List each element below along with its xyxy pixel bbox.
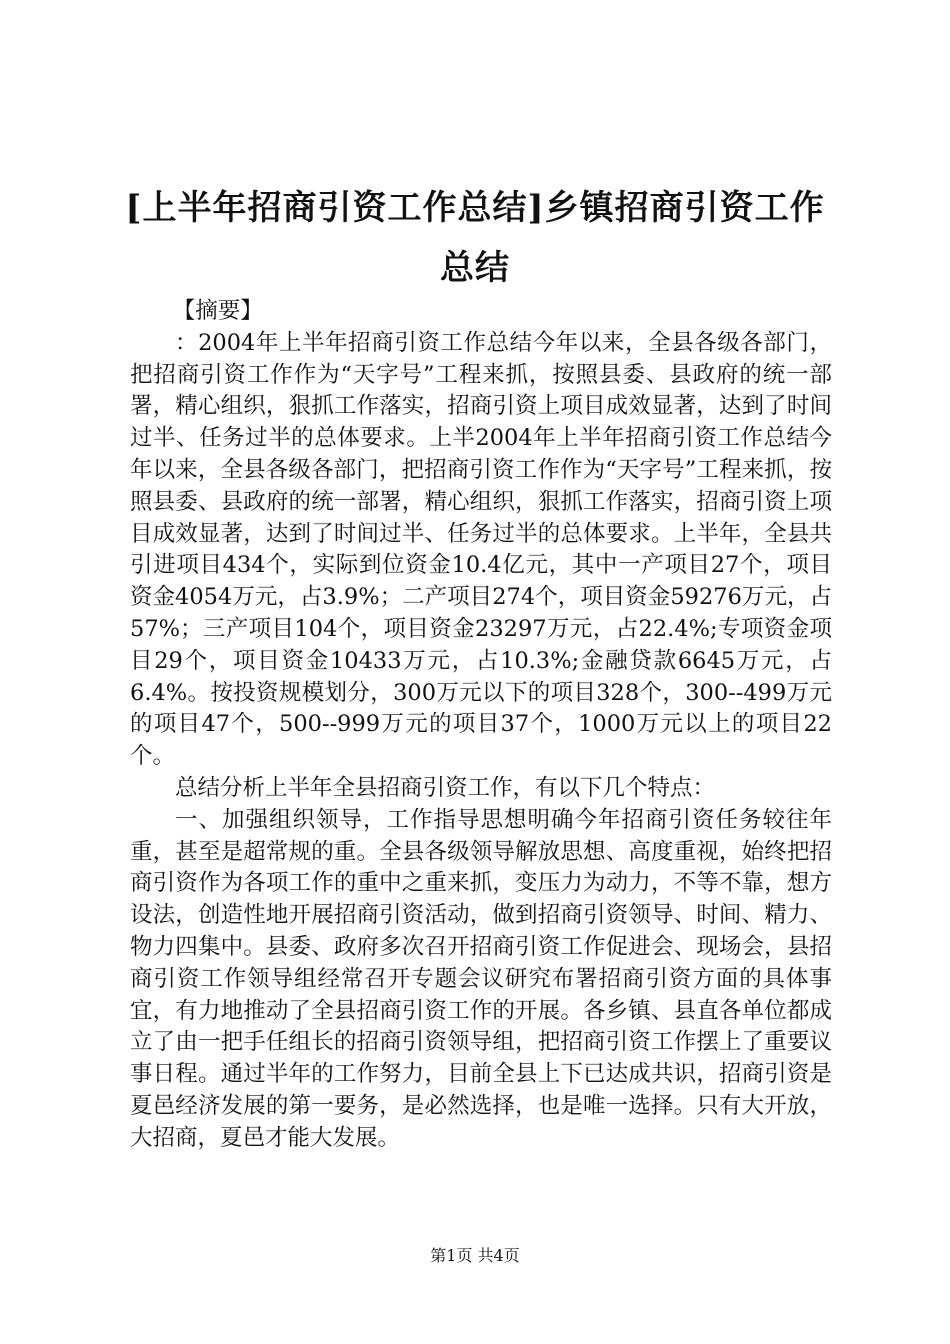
- paragraph-features-intro: 总结分析上半年全县招商引资工作，有以下几个特点：: [175, 774, 716, 801]
- document-title: [上半年招商引资工作总结]乡镇招商引资工作总结: [125, 188, 825, 288]
- document-body: [130, 296, 832, 1155]
- page-footer: 第1页 共4页: [430, 1246, 520, 1265]
- paragraph-summary: ：2004年上半年招商引资工作总结今年以来，全县各级各部门，把招商引资工作作为“天字号”工程来抓，按照县委、县政府的统一部署，精心组织，狠抓工作落实，招商引资上项目成效显著，达到了时间过半、任务过半的总体要求。上半2004年上半年招商引资工作总结今年以来，全县各级各部门，把招商引资工作作为“天字号”工程来抓，按照县委、县政府的统一部署，精心组织，狠抓工作落实，招商引资上项目成效显著，达到了时间过半、任务过半的总体要求。上半年，全县共引进项目434个，实际到位资金10.4亿元，其中一产项目27个，项目资金4054万元，占3.9%；二产项目274个，项目资金59276万元，占57%；三产项目104个，项目资金23297万元，占22.4%;专项资金项目29个，项目资金10433万元，占10.3%;金融贷款6645万元，占6.4%。按投资规模划分，300万元以下的项目328个，300--499万元的项目47个，500--999万元的项目37个，1000万元以上的项目22个。: [130, 329, 832, 770]
- abstract-label: 【摘要】: [172, 298, 263, 324]
- paragraph-organization: 一、加强组织领导，工作指导思想明确今年招商引资任务较往年重，甚至是超常规的重。全县各级领导解放思想、高度重视，始终把招商引资作为各项工作的重中之重来抓，变压力为动力，不等不靠，想方设法，创造性地开展招商引资活动，做到招商引资领导、时间、精力、物力四集中。县委、政府多次召开招商引资工作促进会、现场会，县招商引资工作领导组经常召开专题会议研究布署招商引资方面的具体事宜，有力地推动了全县招商引资工作的开展。各乡镇、县直各单位都成立了由一把手任组长的招商引资领导组，把招商引资工作摆上了重要议事日程。通过半年的工作努力，目前全县上下已达成共识，招商引资是夏邑经济发展的第一要务，是必然选择，也是唯一选择。只有大开放，大招商，夏邑才能大发展。: [130, 806, 832, 1151]
